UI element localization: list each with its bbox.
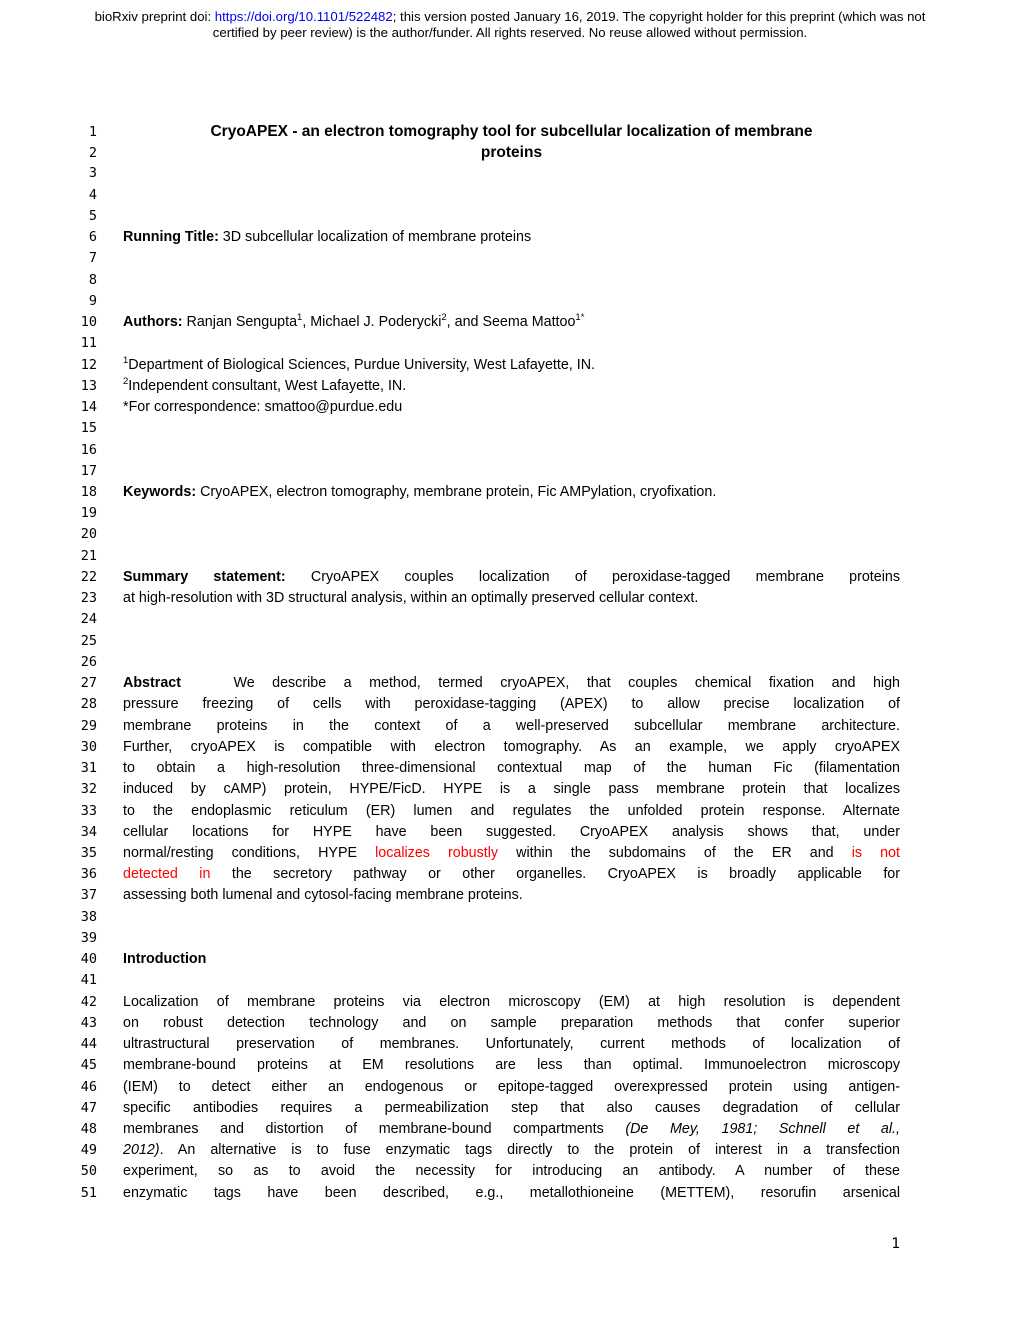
manuscript-line [0, 121, 1020, 142]
manuscript-line [0, 970, 1020, 991]
manuscript-line [0, 843, 1020, 864]
line-text [123, 1034, 900, 1055]
line-number: 50 [80, 1163, 97, 1180]
manuscript-line [0, 1140, 1020, 1161]
line-number: 27 [80, 675, 97, 692]
line-number: 37 [80, 887, 97, 904]
emphasized-red-text: is not [851, 844, 900, 861]
line-number: 1 [88, 124, 97, 140]
line-text [123, 312, 900, 333]
line-text [123, 1055, 900, 1076]
manuscript-line [0, 822, 1020, 843]
manuscript-line [0, 312, 1020, 333]
line-number: 48 [80, 1121, 97, 1138]
line-number: 10 [80, 314, 97, 331]
line-text [123, 1077, 900, 1098]
manuscript-line [0, 418, 1020, 439]
line-number: 47 [80, 1099, 97, 1116]
line-number: 43 [80, 1014, 97, 1031]
line-text [123, 1098, 900, 1119]
text-segment: Authors: [123, 314, 183, 331]
text-segment: Independent consultant, West Lafayette, IN. [128, 377, 407, 394]
line-number: 20 [80, 526, 97, 543]
line-text [123, 1183, 900, 1204]
text-segment: . An alternative is to fuse enzymatic tags directly to the protein of interest in a transfection [159, 1142, 900, 1159]
line-number: 9 [88, 292, 97, 309]
text-segment: Running Title: [123, 229, 219, 246]
manuscript-line [0, 355, 1020, 376]
line-text [123, 397, 900, 418]
text-segment: Keywords: [123, 483, 197, 500]
manuscript-lines [0, 121, 1020, 1204]
manuscript-line [0, 1183, 1020, 1204]
line-text [123, 227, 900, 248]
line-text [123, 885, 900, 906]
line-text [123, 1119, 900, 1140]
manuscript-line [0, 609, 1020, 630]
header-line-1 [0, 9, 1020, 25]
text-segment: 3D subcellular localization of membrane proteins [218, 229, 532, 246]
text-segment: ultrastructural preservation of membranes. Unfortunately, current methods of localization of [123, 1036, 900, 1053]
text-segment: Ranjan Sengupta [182, 314, 298, 331]
manuscript-line [0, 652, 1020, 673]
manuscript-line [0, 758, 1020, 779]
text-segment: induced by cAMP) protein, HYPE/FicD. HYPE is a single pass membrane protein that localizes [123, 781, 900, 798]
text-segment: cellular locations for HYPE have been suggested. CryoAPEX analysis shows that, under [123, 823, 900, 840]
line-number: 6 [88, 229, 97, 246]
line-number: 13 [80, 377, 97, 394]
line-number: 49 [80, 1142, 97, 1159]
manuscript-line [0, 992, 1020, 1013]
text-segment: 2012) [123, 1142, 160, 1159]
manuscript-line [0, 588, 1020, 609]
text-segment: Further, cryoAPEX is compatible with electron tomography. As an example, we apply cryoAPEX [123, 738, 900, 755]
text-segment: to the endoplasmic reticulum (ER) lumen and regulates the unfolded protein response. Alternate [123, 802, 900, 819]
line-number: 21 [80, 547, 97, 564]
line-number: 24 [80, 611, 97, 628]
manuscript-line [0, 185, 1020, 206]
text-segment: Summary statement: [123, 568, 286, 585]
manuscript-line [0, 949, 1020, 970]
line-number: 25 [80, 632, 97, 649]
manuscript-line [0, 673, 1020, 694]
line-text [123, 142, 900, 163]
line-number: 30 [80, 738, 97, 755]
line-text [123, 992, 900, 1013]
text-segment: normal/resting conditions, HYPE [123, 844, 376, 861]
line-number: 18 [80, 483, 97, 500]
manuscript-line [0, 248, 1020, 269]
manuscript-line [0, 1013, 1020, 1034]
line-text [123, 376, 900, 397]
manuscript-line [0, 864, 1020, 885]
line-text [123, 843, 900, 864]
line-number: 29 [80, 717, 97, 734]
line-text [123, 1013, 900, 1034]
manuscript-line [0, 1098, 1020, 1119]
text-segment: *For correspondence: smattoo@purdue.edu [123, 399, 403, 416]
text-segment: proteins [480, 144, 543, 162]
line-text [123, 864, 900, 885]
manuscript-line [0, 163, 1020, 184]
line-text [123, 355, 900, 376]
text-segment: membrane-bound proteins at EM resolutions are less than optimal. Immunoelectron microscopy [123, 1057, 900, 1074]
text-segment: on robust detection technology and on sample preparation methods that confer superior [123, 1014, 900, 1031]
line-text [123, 694, 900, 715]
manuscript-line [0, 397, 1020, 418]
line-number: 38 [80, 908, 97, 925]
manuscript-line [0, 737, 1020, 758]
page-number: 1 [891, 1236, 900, 1252]
text-segment: 1 [297, 312, 303, 324]
text-segment: CryoAPEX couples localization of peroxidase-tagged membrane proteins [285, 568, 900, 585]
line-number: 51 [80, 1184, 97, 1201]
line-number: 46 [80, 1078, 97, 1095]
line-text [123, 716, 900, 737]
text-segment: assessing both lumenal and cytosol-facing membrane proteins. [123, 887, 523, 904]
manuscript-line [0, 1161, 1020, 1182]
line-number: 28 [80, 696, 97, 713]
manuscript-line [0, 716, 1020, 737]
line-number: 33 [80, 802, 97, 819]
line-text [123, 588, 900, 609]
text-segment: Abstract [123, 675, 181, 692]
line-number: 35 [80, 844, 97, 861]
emphasized-red-text: localizes robustly [375, 844, 499, 861]
line-number: 26 [80, 653, 97, 670]
line-text [123, 822, 900, 843]
line-number: 2 [88, 145, 97, 162]
manuscript-line [0, 503, 1020, 524]
line-text [123, 779, 900, 800]
text-segment: membranes and distortion of membrane-bound compartments [123, 1121, 626, 1138]
text-segment: within the subdomains of the ER and [498, 844, 852, 861]
header-doi-prefix: bioRxiv preprint doi: [94, 9, 215, 24]
text-segment: experiment, so as to avoid the necessity for introducing an antibody. A number of these [123, 1163, 900, 1180]
manuscript-line [0, 928, 1020, 949]
line-number: 36 [80, 866, 97, 883]
line-number: 41 [80, 972, 97, 989]
text-segment: enzymatic tags have been described, e.g., metallothioneine (METTEM), resorufin arsenical [123, 1184, 900, 1201]
text-segment: 1* [575, 312, 585, 324]
line-number: 45 [80, 1057, 97, 1074]
text-segment: pressure freezing of cells with peroxidase-tagging (APEX) to allow precise localization of [123, 696, 900, 713]
line-text [123, 758, 900, 779]
line-number: 15 [80, 420, 97, 437]
line-number: 4 [88, 186, 97, 203]
line-number: 40 [80, 951, 97, 968]
manuscript-line [0, 482, 1020, 503]
text-segment: We describe a method, termed cryoAPEX, that couples chemical fixation and high [181, 675, 900, 692]
manuscript-line [0, 1034, 1020, 1055]
emphasized-red-text: detected in [123, 866, 211, 883]
line-text [123, 1161, 900, 1182]
manuscript-line [0, 546, 1020, 567]
text-segment: Localization of membrane proteins via electron microscopy (EM) at high resolution is dependent [123, 993, 900, 1010]
line-text [123, 567, 900, 588]
manuscript-line [0, 270, 1020, 291]
text-segment: CryoAPEX - an electron tomography tool for subcellular localization of membrane [210, 123, 813, 140]
line-number: 23 [80, 590, 97, 607]
line-number: 14 [80, 399, 97, 416]
text-segment: 2 [441, 312, 447, 324]
manuscript-line [0, 801, 1020, 822]
text-segment: the secretory pathway or other organelles. CryoAPEX is broadly applicable for [210, 866, 900, 883]
line-text [123, 1140, 900, 1161]
line-text [123, 673, 900, 694]
preprint-header-notice [0, 9, 1020, 40]
line-number: 17 [80, 462, 97, 479]
text-segment: 1 [123, 354, 129, 366]
manuscript-line [0, 779, 1020, 800]
manuscript-line [0, 333, 1020, 354]
manuscript-line [0, 524, 1020, 545]
manuscript-line [0, 567, 1020, 588]
text-segment: at high-resolution with 3D structural analysis, within an optimally preserved cellular context. [123, 590, 699, 607]
line-number: 11 [80, 335, 97, 352]
manuscript-line [0, 206, 1020, 227]
line-number: 16 [80, 441, 97, 458]
manuscript-line [0, 631, 1020, 652]
line-number: 7 [88, 250, 97, 267]
manuscript-line [0, 227, 1020, 248]
text-segment: (IEM) to detect either an endogenous or epitope-tagged overexpressed protein using antigen- [123, 1078, 900, 1095]
line-text [123, 482, 900, 503]
line-text [123, 121, 900, 142]
text-segment: (De Mey, 1981; Schnell et al., [625, 1121, 900, 1138]
text-segment: Department of Biological Sciences, Purdue University, West Lafayette, IN. [128, 356, 596, 373]
header-doi-suffix: ; this version posted January 16, 2019. The copyright holder for this preprint (which was not [392, 9, 926, 24]
line-number: 22 [80, 568, 97, 585]
manuscript-line [0, 907, 1020, 928]
line-number: 32 [80, 781, 97, 798]
text-segment: 2 [123, 376, 129, 388]
line-number: 42 [80, 993, 97, 1010]
line-number: 3 [88, 165, 97, 182]
manuscript-line [0, 694, 1020, 715]
line-text [123, 801, 900, 822]
line-number: 31 [80, 760, 97, 777]
manuscript-line [0, 440, 1020, 461]
manuscript-line [0, 1077, 1020, 1098]
line-number: 34 [80, 823, 97, 840]
line-number: 19 [80, 505, 97, 522]
manuscript-line [0, 1119, 1020, 1140]
line-text [123, 737, 900, 758]
header-line-2: certified by peer review) is the author/funder. All rights reserved. No reuse allowed without permission. [212, 24, 808, 40]
text-segment: Introduction [123, 951, 207, 968]
line-number: 5 [88, 207, 97, 224]
line-text [123, 949, 900, 970]
manuscript-line [0, 376, 1020, 397]
doi-link[interactable]: https://doi.org/10.1101/522482 [214, 9, 393, 24]
line-number: 12 [80, 356, 97, 373]
text-segment: , Michael J. Poderycki [302, 314, 442, 331]
line-number: 8 [88, 271, 97, 288]
manuscript-line [0, 885, 1020, 906]
line-number: 39 [80, 929, 97, 946]
text-segment: specific antibodies requires a permeabilization step that also causes degradation of cellular [123, 1099, 900, 1116]
text-segment: CryoAPEX, electron tomography, membrane protein, Fic AMPylation, cryofixation. [196, 483, 717, 500]
line-number: 44 [80, 1036, 97, 1053]
manuscript-line [0, 142, 1020, 163]
manuscript-line [0, 461, 1020, 482]
text-segment: , and Seema Mattoo [446, 314, 576, 331]
manuscript-line [0, 291, 1020, 312]
text-segment: to obtain a high-resolution three-dimensional contextual map of the human Fic (filamentation [123, 760, 900, 777]
text-segment: membrane proteins in the context of a well-preserved subcellular membrane architecture. [123, 717, 900, 734]
manuscript-line [0, 1055, 1020, 1076]
